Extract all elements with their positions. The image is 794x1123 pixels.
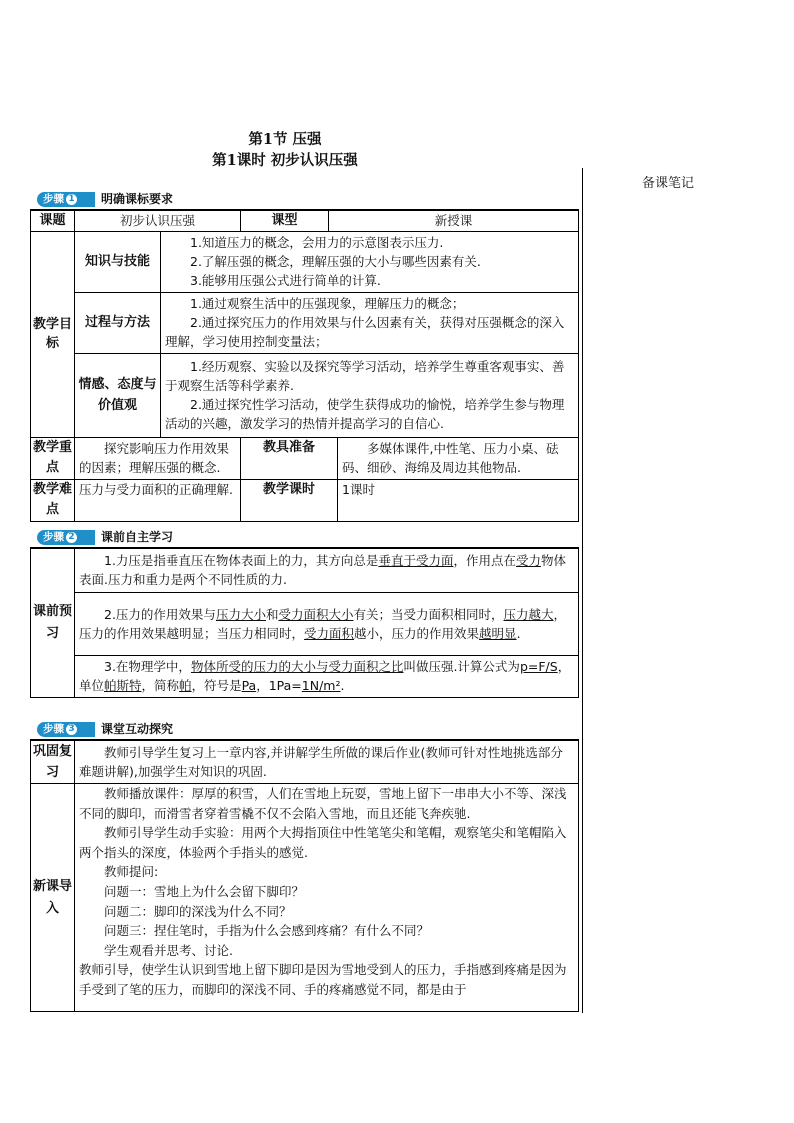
step3-badge-text: 步骤 xyxy=(43,723,64,735)
step1-number: 1 xyxy=(66,194,77,205)
text-run: ，1Pa= xyxy=(256,678,302,693)
goal-knowledge-text xyxy=(161,231,579,292)
key-label: 教学重点 xyxy=(31,437,75,479)
answer-blank: Pa xyxy=(241,678,257,693)
review-text: 教师引导学生复习上一章内容,并讲解学生所做的课后作业(教师可针对性地挑选部分难题讲解),加强学生对知识的巩固. xyxy=(75,740,579,784)
text-run: 2.压力的作用效果与 xyxy=(104,606,216,622)
answer-blank: p=F/S xyxy=(519,659,558,674)
explore-table xyxy=(30,739,579,1012)
course-label: 课题 xyxy=(31,210,75,231)
answer-blank: 帕斯特 xyxy=(104,678,142,693)
goal-attitude-line: 1.经历观察、实验以及探究等学习活动，培养学生尊重客观事实、善于观察生活等科学素养. xyxy=(165,359,565,393)
goal-attitude-label: 情感、态度与价值观 xyxy=(75,353,161,437)
text-run: ，符号是 xyxy=(191,678,242,693)
goal-knowledge-line: 1.知道压力的概念，会用力的示意图表示压力. xyxy=(190,235,444,250)
difficulty-label: 教学难点 xyxy=(31,479,75,521)
difficulty-value: 压力与受力面积的正确理解. xyxy=(75,479,241,521)
answer-blank: 受力面积大小 xyxy=(278,606,354,622)
text-run: 1.力压是指垂直压在物体表面上的力，其方向总是 xyxy=(104,553,379,569)
notes-label: 备课笔记 xyxy=(642,176,695,191)
step1-title: 明确课标要求 xyxy=(101,192,174,206)
goal-process-text xyxy=(161,292,579,353)
intro-line: 问题二：脚印的深浅为什么不同？ xyxy=(104,903,292,919)
preview-label: 课前预习 xyxy=(31,548,75,697)
text-run: . xyxy=(516,625,521,641)
intro-line: 学生观看并思考、讨论. xyxy=(104,942,233,958)
lesson-title: 第1节 压强 xyxy=(248,131,322,148)
intro-line: 教师引导，使学生认识到雪地上留下脚印是因为雪地受到人的压力，手指感到疼痛是因为手受到了笔的压力，而脚印的深浅不同、手的疼痛感觉不同，都是由于 xyxy=(79,962,567,997)
answer-blank: 压力越大 xyxy=(503,606,554,622)
text-run: 越小，压力的作用效果 xyxy=(354,625,480,641)
preview-item-1 xyxy=(75,548,579,592)
text-run: 物体表面.压力和重力是两个不同性质的力. xyxy=(79,553,566,588)
key-value: 探究影响压力作用效果的因素；理解压强的概念. xyxy=(75,437,241,479)
step1-badge-text: 步骤 xyxy=(43,193,64,205)
preview-item-3 xyxy=(75,655,579,697)
hours-value: 1课时 xyxy=(338,479,579,521)
tools-label: 教具准备 xyxy=(241,437,338,479)
goal-process-line: 2.通过探究压力的作用效果与什么因素有关，获得对压强概念的深入理解，学习使用控制变量法； xyxy=(165,315,565,349)
preview-table xyxy=(30,547,579,698)
text-run: ，单位 xyxy=(79,659,571,693)
answer-blank: 受力 xyxy=(515,553,541,569)
answer-blank: 物体所受的压力的大小与受力面积之比 xyxy=(190,659,404,674)
text-run: ，压力的作用效果越明显；当压力相同时， xyxy=(79,606,567,641)
course-value: 初步认识压强 xyxy=(75,210,241,231)
goal-knowledge-line: 2.了解压强的概念，理解压强的大小与哪些因素有关. xyxy=(190,254,481,269)
answer-blank: 1N/m² xyxy=(301,678,341,693)
goals-table xyxy=(30,209,579,522)
step2-number: 2 xyxy=(66,532,77,543)
text-run: ，简称 xyxy=(141,678,180,693)
review-label: 巩固复习 xyxy=(31,740,75,784)
type-label: 课型 xyxy=(241,210,329,231)
hours-label: 教学课时 xyxy=(241,479,338,521)
answer-blank: 越明显 xyxy=(479,625,517,641)
step2-title: 课前自主学习 xyxy=(101,530,174,544)
intro-line: 问题三：捏住笔时，手指为什么会感到疼痛？有什么不同？ xyxy=(104,923,430,939)
step2-badge-text: 步骤 xyxy=(43,531,64,543)
tools-value: 多媒体课件,中性笔、压力小桌、砝码、细砂、海绵及周边其他物品. xyxy=(338,437,579,479)
text-run: 3.在物理学中， xyxy=(104,659,191,674)
step1-badge xyxy=(37,192,95,207)
goal-process-label: 过程与方法 xyxy=(75,292,161,353)
goal-process-line: 1.通过观察生活中的压强现象，理解压力的概念； xyxy=(190,296,465,311)
goal-attitude-line: 2.通过探究性学习活动，使学生获得成功的愉悦，培养学生参与物理活动的兴趣，激发学习的热情并提高学习的自信心. xyxy=(165,397,565,431)
intro-line: 教师提问: xyxy=(104,864,159,880)
lesson-subtitle: 第1课时 初步认识压强 xyxy=(212,152,358,169)
goals-label: 教学目标 xyxy=(31,231,75,437)
goal-knowledge-label: 知识与技能 xyxy=(75,231,161,292)
text-run: 和 xyxy=(265,606,279,622)
goal-knowledge-line: 3.能够用压强公式进行简单的计算. xyxy=(190,273,381,288)
text-run: . xyxy=(340,678,345,693)
intro-label: 新课导入 xyxy=(31,784,75,1012)
goal-attitude-text xyxy=(161,353,579,437)
intro-text xyxy=(75,784,579,1012)
step3-badge xyxy=(37,722,95,737)
step2-badge xyxy=(37,530,95,545)
answer-blank: 垂直于受力面 xyxy=(378,553,454,569)
answer-blank: 受力面积 xyxy=(304,625,355,641)
answer-blank: 压力大小 xyxy=(215,606,266,622)
preview-item-2 xyxy=(75,592,579,655)
step3-title: 课堂互动探究 xyxy=(101,722,174,736)
text-run: 叫做压强.计算公式为 xyxy=(403,659,520,674)
intro-line: 问题一：雪地上为什么会留下脚印？ xyxy=(104,883,305,899)
text-run: ，作用点在 xyxy=(453,553,516,569)
notes-divider xyxy=(582,168,583,1013)
step3-number: 3 xyxy=(66,724,77,735)
intro-line: 教师引导学生动手实验：用两个大拇指顶住中性笔笔尖和笔帽，观察笔尖和笔帽陷入两个指头的深度，体验两个手指头的感觉. xyxy=(79,825,567,860)
answer-blank: 帕 xyxy=(179,678,192,693)
type-value: 新授课 xyxy=(329,210,579,231)
text-run: 有关；当受力面积相同时， xyxy=(353,606,504,622)
intro-line: 教师播放课件：厚厚的积雪，人们在雪地上玩耍，雪地上留下一串串大小不等、深浅不同的脚印，而滑雪者穿着雪橇不仅不会陷入雪地，而且还能飞奔疾驰. xyxy=(79,786,567,821)
